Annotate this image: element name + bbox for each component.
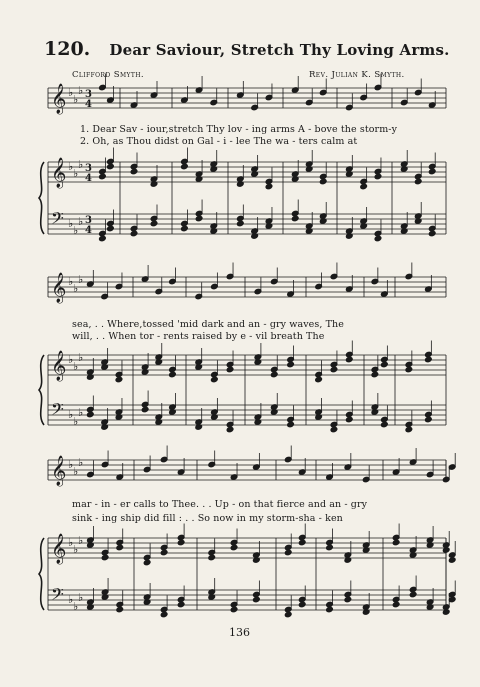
brace: [39, 355, 44, 425]
flat-sign-icon: ♭: [78, 215, 84, 228]
note-head: [414, 178, 422, 185]
lyric-s1-verse2: 2. Oh, as Thou didst on Gal - i - lee The wa - ters calm at: [80, 136, 358, 147]
brace: [39, 162, 44, 234]
note-head: [381, 421, 389, 428]
note-head: [326, 544, 334, 551]
note-head: [230, 544, 238, 551]
treble-clef-icon: 𝄞: [51, 534, 67, 564]
flat-sign-icon: ♭: [68, 353, 74, 366]
note-head: [208, 554, 216, 561]
note-head: [405, 366, 413, 373]
flat-sign-icon: ♭: [68, 408, 74, 421]
bass-clef-icon: 𝄢: [51, 208, 64, 232]
note-head: [374, 235, 382, 242]
note-head: [141, 406, 149, 413]
note-head: [448, 557, 456, 564]
time-signature-bottom: 4: [85, 225, 92, 236]
flat-sign-icon: ♭: [73, 415, 79, 428]
note-head: [115, 376, 123, 383]
note-head: [371, 371, 379, 378]
flat-sign-icon: ♭: [68, 458, 74, 471]
flat-sign-icon: ♭: [78, 406, 84, 419]
note-head: [330, 366, 338, 373]
note-head: [291, 215, 299, 222]
flat-sign-icon: ♭: [68, 593, 74, 606]
flat-sign-icon: ♭: [68, 536, 74, 549]
note-head: [99, 173, 107, 180]
note-head: [330, 426, 338, 433]
flat-sign-icon: ♭: [78, 591, 84, 604]
flat-sign-icon: ♭: [73, 282, 79, 295]
note-head: [265, 183, 273, 190]
note-head: [87, 411, 95, 418]
note-head: [326, 606, 334, 613]
note-head: [143, 559, 151, 566]
bass-clef-icon: 𝄢: [51, 399, 64, 423]
note-head: [344, 596, 352, 603]
note-head: [409, 591, 417, 598]
note-head: [392, 601, 400, 608]
flat-sign-icon: ♭: [78, 351, 84, 364]
note-head: [116, 606, 124, 613]
note-head: [211, 376, 219, 383]
note-head: [428, 168, 436, 175]
composer-credit: Clifford Smyth.: [72, 70, 144, 80]
note-head: [298, 601, 306, 608]
flat-sign-icon: ♭: [73, 360, 79, 373]
treble-clef-icon: 𝄞: [51, 351, 67, 381]
note-head: [374, 173, 382, 180]
note-head: [107, 225, 115, 232]
note-head: [107, 163, 115, 170]
flat-sign-icon: ♭: [73, 224, 79, 237]
note-head: [287, 421, 295, 428]
note-head: [253, 596, 261, 603]
note-head: [284, 611, 292, 618]
note-head: [160, 611, 168, 618]
flat-sign-icon: ♭: [73, 93, 79, 106]
time-signature-top: 3: [85, 215, 92, 226]
flat-sign-icon: ♭: [73, 600, 79, 613]
note-head: [130, 168, 138, 175]
note-head: [160, 549, 168, 556]
note-head: [345, 356, 353, 363]
note-head: [150, 220, 158, 227]
treble-clef-icon: 𝄞: [51, 273, 67, 303]
note-head: [181, 225, 189, 232]
flat-sign-icon: ♭: [68, 160, 74, 173]
note-head: [230, 606, 238, 613]
time-signature-bottom: 4: [85, 173, 92, 184]
note-head: [425, 356, 433, 363]
hymn-title: Dear Saviour, Stretch Thy Loving Arms.: [109, 41, 450, 59]
flat-sign-icon: ♭: [68, 217, 74, 230]
note-head: [237, 220, 245, 227]
author-credit: Rev. Julian K. Smyth.: [309, 70, 405, 80]
note-head: [226, 366, 234, 373]
page-number: 136: [229, 626, 250, 639]
flat-sign-icon: ♭: [78, 273, 84, 286]
note-head: [177, 601, 185, 608]
note-head: [287, 361, 295, 368]
flat-sign-icon: ♭: [78, 534, 84, 547]
treble-clef-icon: 𝄞: [51, 84, 67, 114]
flat-sign-icon: ♭: [78, 84, 84, 97]
note-head: [405, 426, 413, 433]
treble-clef-icon: 𝄞: [51, 456, 67, 486]
time-signature-top: 3: [85, 163, 92, 174]
note-head: [270, 371, 278, 378]
flat-sign-icon: ♭: [73, 167, 79, 180]
note-head: [425, 416, 433, 423]
note-head: [315, 376, 323, 383]
note-head: [345, 416, 353, 423]
note-head: [381, 361, 389, 368]
flat-sign-icon: ♭: [73, 543, 79, 556]
note-head: [428, 230, 436, 237]
lyric-s3-verse1: mar - in - er calls to Thee. . . Up - on that fierce and an - gry: [72, 499, 368, 510]
note-head: [284, 549, 292, 556]
flat-sign-icon: ♭: [68, 86, 74, 99]
flat-sign-icon: ♭: [73, 465, 79, 478]
treble-clef-icon: 𝄞: [51, 158, 67, 188]
note-head: [169, 371, 177, 378]
note-head: [130, 230, 138, 237]
lyric-s1-verse1: 1. Dear Sav - iour,stretch Thy lov - ing arms A - bove the storm-y: [80, 124, 398, 135]
flat-sign-icon: ♭: [78, 158, 84, 171]
flat-sign-icon: ♭: [78, 456, 84, 469]
brace: [39, 538, 44, 610]
time-signature-bottom: 4: [85, 99, 92, 110]
note-head: [360, 183, 368, 190]
lyric-s2-verse2: will, . . When tor - rents raised by e - vil breath The: [72, 331, 325, 342]
lyric-s2-verse1: sea, . . Where,tossed 'mid dark and an - gry waves, The: [72, 319, 345, 330]
note-head: [226, 426, 234, 433]
note-head: [116, 544, 124, 551]
note-head: [181, 163, 189, 170]
note-head: [195, 215, 203, 222]
note-head: [392, 539, 400, 546]
hymn-number: 120.: [44, 38, 91, 60]
bass-clef-icon: 𝄢: [51, 584, 64, 608]
note-head: [298, 539, 306, 546]
note-head: [99, 235, 107, 242]
note-head: [177, 539, 185, 546]
lyric-s3-verse2: sink - ing ship did fill : . . So now in my storm-sha - ken: [72, 513, 343, 524]
time-signature-top: 3: [85, 89, 92, 100]
note-head: [319, 178, 327, 185]
flat-sign-icon: ♭: [68, 275, 74, 288]
note-head: [101, 554, 109, 561]
